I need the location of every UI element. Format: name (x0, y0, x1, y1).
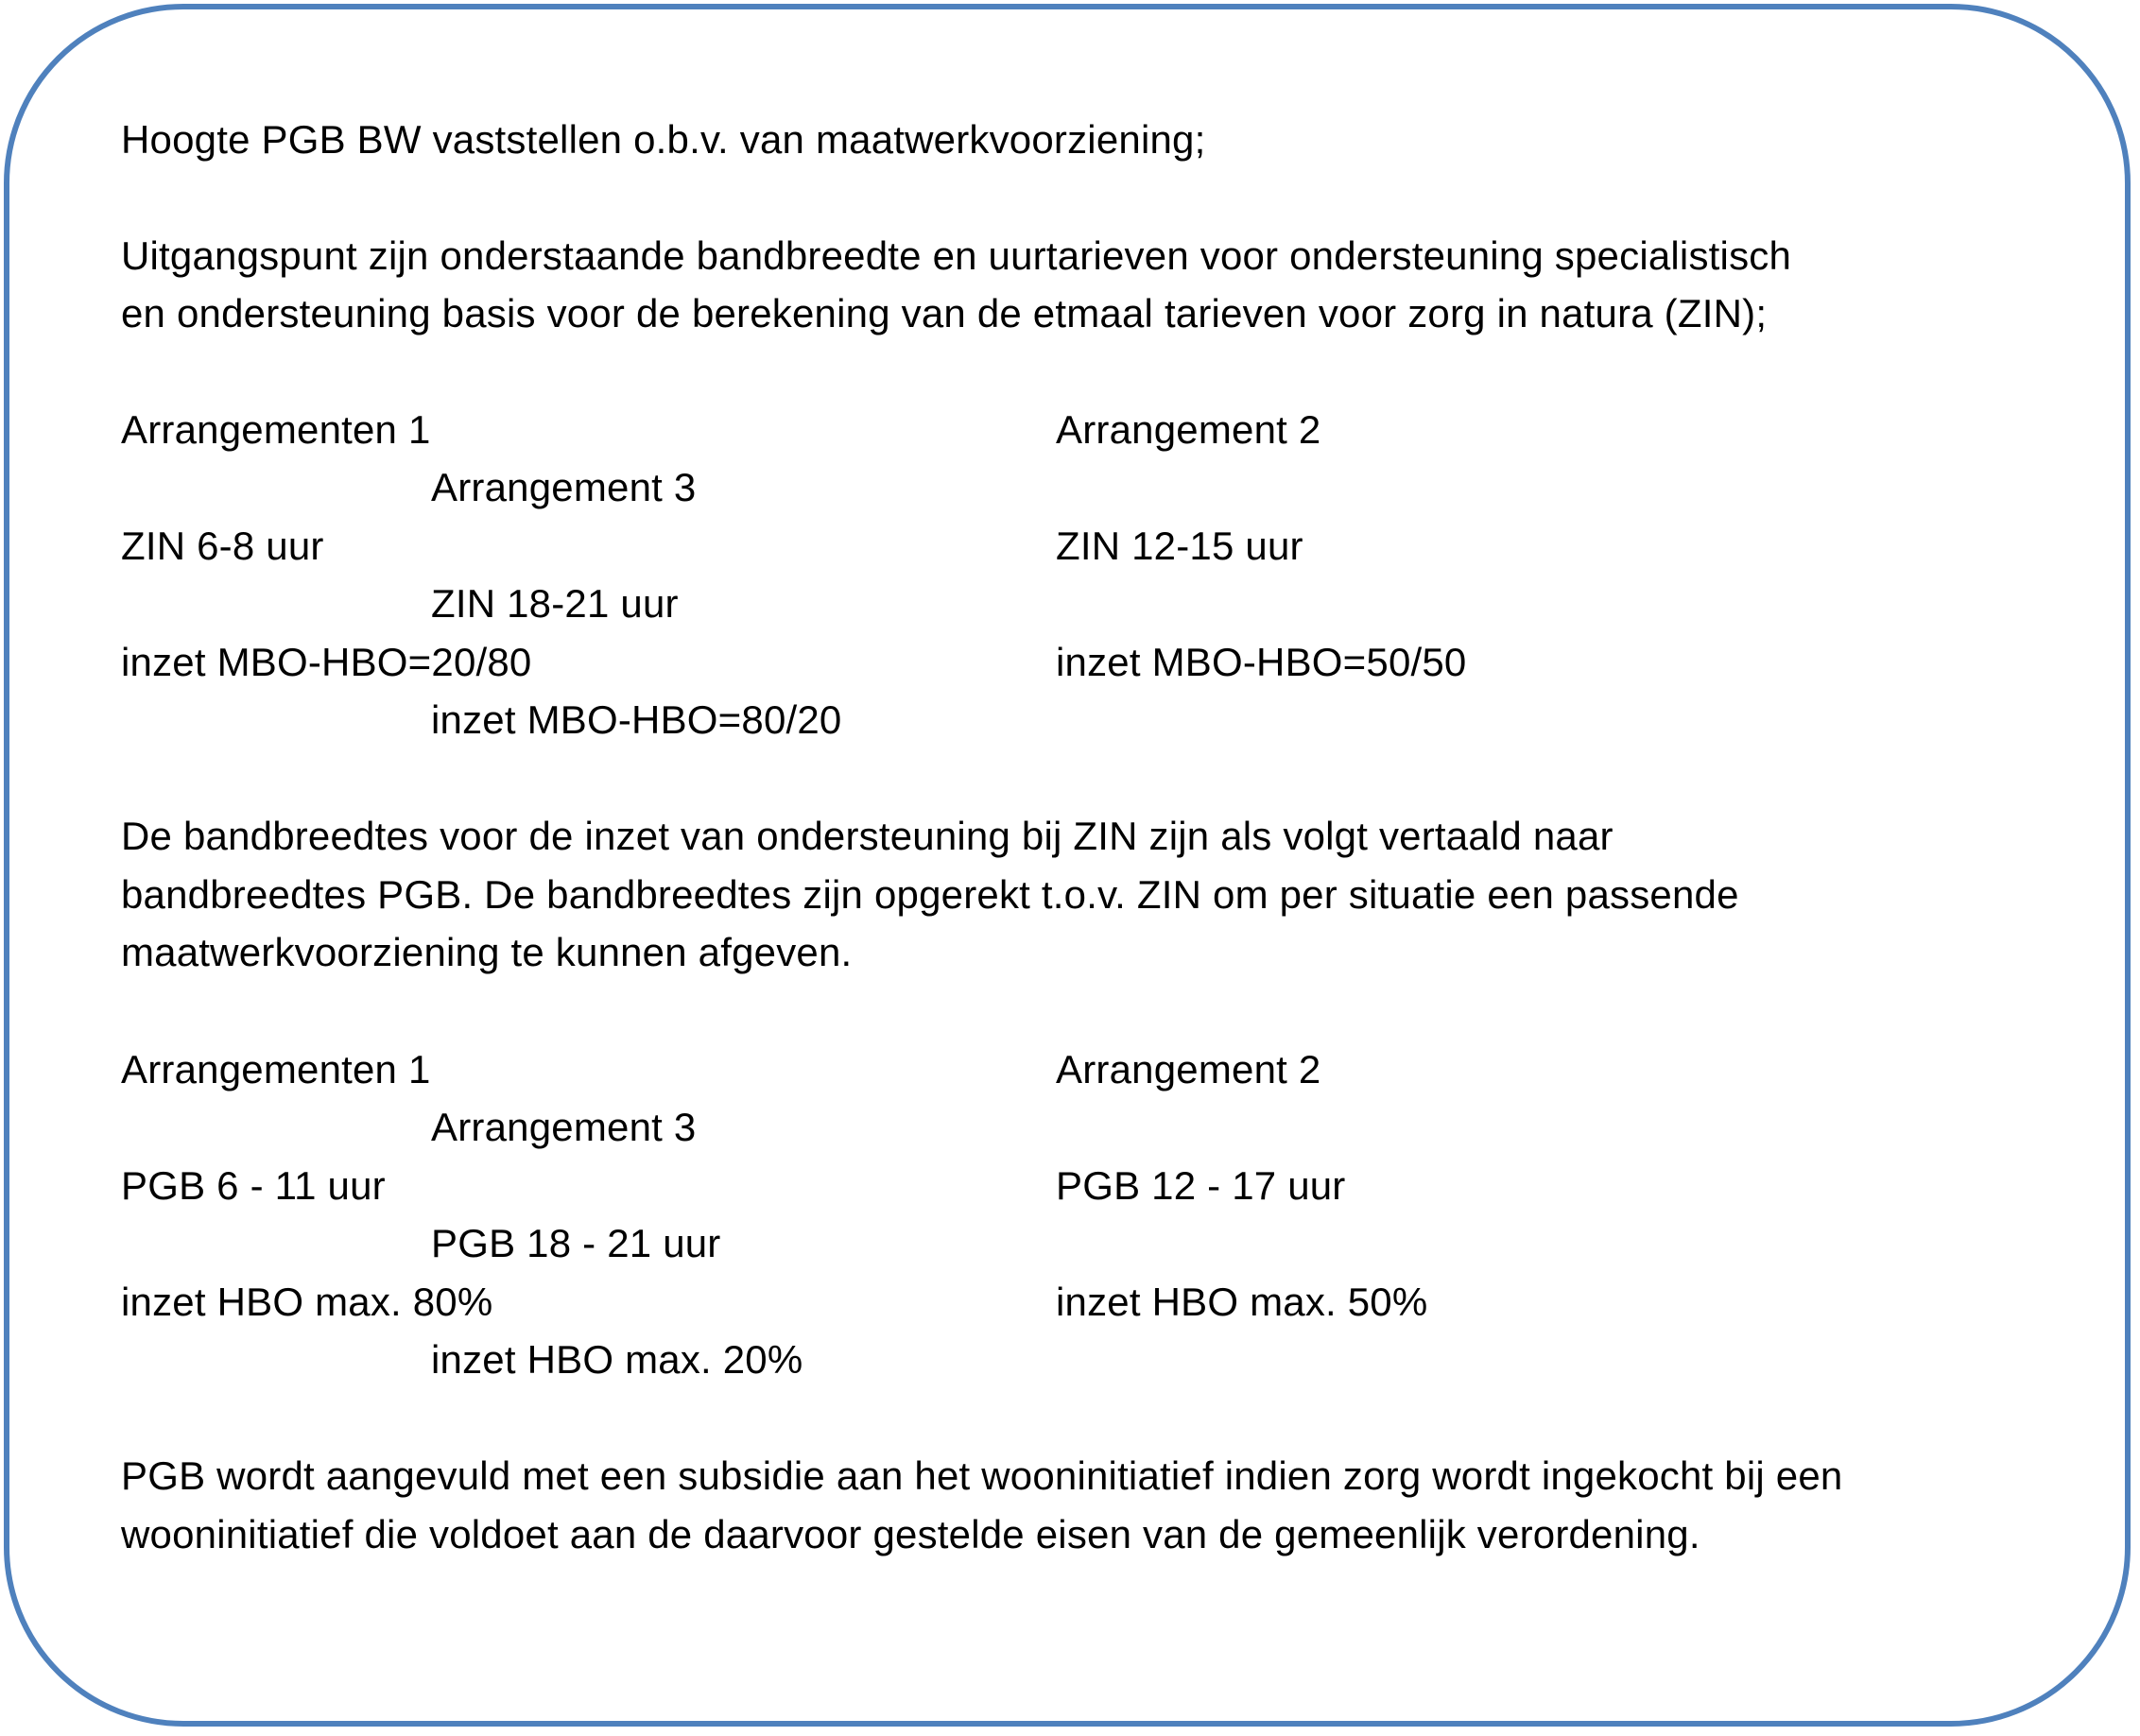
subsidie-line-1: PGB wordt aangevuld met een subsidie aan het wooninitiatief indien zorg wordt ingekocht bij een (121, 1453, 1843, 1498)
pgb-arrangement-1-title: Arrangementen 1 (121, 1047, 431, 1091)
pgb-arrangement-1-inzet: inzet HBO max. 80% (121, 1280, 493, 1324)
uitgangspunt-line-2: en ondersteuning basis voor de berekening van de etmaal tarieven voor zorg in natura (ZIN); (121, 291, 1768, 335)
pgb-arrangement-2-title: Arrangement 2 (1056, 1047, 1321, 1091)
zin-arrangement-2-title: Arrangement 2 (1056, 407, 1321, 452)
zin-arrangement-1-inzet: inzet MBO-HBO=20/80 (121, 640, 532, 684)
zin-arrangement-1-title: Arrangementen 1 (121, 407, 431, 452)
zin-arrangement-3-title: Arrangement 3 (431, 465, 697, 509)
zin-arrangement-2-hours: ZIN 12-15 uur (1056, 524, 1303, 568)
pgb-arrangement-3-title: Arrangement 3 (431, 1105, 697, 1149)
pgb-arrangement-3-inzet: inzet HBO max. 20% (431, 1337, 803, 1382)
uitgangspunt-line-1: Uitgangspunt zijn onderstaande bandbreedte en uurtarieven voor ondersteuning specialistisch (121, 233, 1792, 278)
vertaling-line-2: bandbreedtes PGB. De bandbreedtes zijn opgerekt t.o.v. ZIN om per situatie een passende (121, 872, 1739, 917)
zin-arrangement-1-hours: ZIN 6-8 uur (121, 524, 324, 568)
zin-arrangement-3-hours: ZIN 18-21 uur (431, 581, 679, 626)
pgb-arrangement-2-inzet: inzet HBO max. 50% (1056, 1280, 1428, 1324)
pgb-arrangement-2-hours: PGB 12 - 17 uur (1056, 1163, 1346, 1208)
subsidie-line-2: wooninitiatief die voldoet aan de daarvoor gestelde eisen van de gemeenlijk verordening. (121, 1512, 1700, 1556)
zin-arrangement-2-inzet: inzet MBO-HBO=50/50 (1056, 640, 1467, 684)
zin-arrangement-3-inzet: inzet MBO-HBO=80/20 (431, 697, 842, 742)
pgb-arrangement-1-hours: PGB 6 - 11 uur (121, 1163, 386, 1208)
vertaling-line-1: De bandbreedtes voor de inzet van ondersteuning bij ZIN zijn als volgt vertaald naar (121, 814, 1614, 858)
pgb-arrangement-3-hours: PGB 18 - 21 uur (431, 1221, 721, 1265)
vertaling-line-3: maatwerkvoorziening te kunnen afgeven. (121, 930, 853, 974)
intro-text: Hoogte PGB BW vaststellen o.b.v. van maatwerkvoorziening; (121, 117, 1206, 162)
